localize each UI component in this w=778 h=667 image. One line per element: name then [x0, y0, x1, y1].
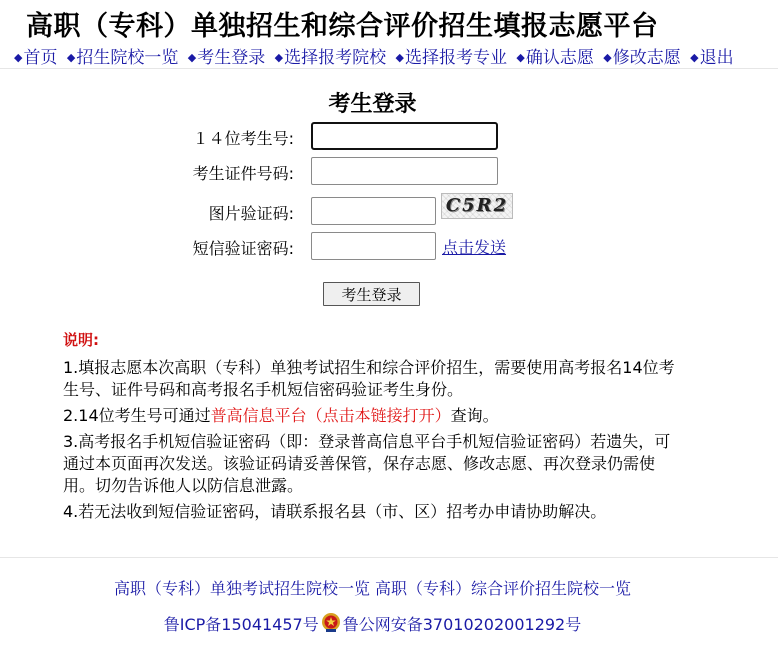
diamond-icon: ◆: [690, 51, 699, 64]
police-record-link[interactable]: 鲁公网安备37010202001292号: [342, 615, 582, 634]
footer-link-comprehensive[interactable]: 高职（专科）综合评价招生院校一览: [375, 579, 632, 598]
page-header: [0, 0, 778, 69]
captcha-label: 图片验证码:: [208, 204, 294, 223]
notes-section: [63, 329, 685, 527]
nav-select-major[interactable]: ◆选择报考专业: [395, 48, 507, 68]
captcha-row: [0, 197, 778, 227]
main-nav: [14, 43, 738, 68]
sms-input[interactable]: [311, 232, 436, 260]
id-no-label: 考生证件号码:: [192, 164, 294, 183]
captcha-input[interactable]: [311, 197, 436, 225]
icp-link[interactable]: 鲁ICP备15041457号: [163, 615, 319, 634]
nav-login[interactable]: ◆考生登录: [187, 48, 266, 68]
captcha-image[interactable]: C5R2: [441, 193, 513, 219]
nav-select-college[interactable]: ◆选择报考院校: [274, 48, 387, 68]
id-no-row: [0, 157, 778, 187]
diamond-icon: ◆: [603, 51, 612, 64]
diamond-icon: ◆: [274, 51, 284, 64]
exam-no-row: [0, 122, 778, 152]
notes-heading: 说明:: [63, 331, 99, 349]
info-platform-link[interactable]: 普高信息平台（点击本链接打开）: [210, 406, 451, 425]
nav-home[interactable]: ◆首页: [14, 48, 58, 68]
diamond-icon: ◆: [516, 51, 525, 64]
note-4: 4.若无法收到短信验证密码，请联系报名县（市、区）招考办申请协助解决。: [63, 502, 607, 521]
diamond-icon: ◆: [395, 51, 404, 64]
police-emblem-icon: [321, 611, 341, 633]
nav-confirm[interactable]: ◆确认志愿: [516, 48, 594, 68]
login-title: 考生登录: [328, 92, 417, 117]
footer-links: [0, 576, 745, 599]
exam-no-input[interactable]: [311, 122, 498, 150]
diamond-icon: ◆: [66, 51, 76, 64]
sms-row: [0, 232, 778, 262]
diamond-icon: ◆: [187, 51, 197, 64]
send-sms-link[interactable]: 点击发送: [442, 238, 507, 257]
page-footer: [0, 557, 778, 667]
exam-no-label: １４位考生号:: [192, 129, 294, 148]
footer-link-single-exam[interactable]: 高职（专科）单独考试招生院校一览: [113, 579, 370, 598]
footer-icp: [0, 611, 745, 635]
note-3: 3.高考报名手机短信验证密码（即：登录普高信息平台手机短信验证密码）若遗失，可通过本页面再次发送。该验证码请妥善保管，保存志愿、修改志愿、再次登录仍需使用。切勿告诉他人以防信息泄露。: [63, 432, 671, 495]
nav-logout[interactable]: ◆退出: [690, 48, 734, 68]
note-2: 2.14位考生号可通过普高信息平台（点击本链接打开）查询。: [63, 406, 499, 425]
nav-modify[interactable]: ◆修改志愿: [603, 48, 681, 68]
nav-colleges[interactable]: ◆招生院校一览: [66, 48, 179, 68]
note-1: 1.填报志愿本次高职（专科）单独考试招生和综合评价招生，需要使用高考报名14位考生号、证件号码和高考报名手机短信密码验证考生身份。: [63, 358, 675, 399]
sms-label: 短信验证密码:: [192, 239, 294, 258]
id-no-input[interactable]: [311, 157, 498, 185]
login-button[interactable]: 考生登录: [323, 282, 420, 306]
diamond-icon: ◆: [14, 51, 23, 64]
site-title: 高职（专科）单独招生和综合评价招生填报志愿平台: [26, 11, 659, 42]
